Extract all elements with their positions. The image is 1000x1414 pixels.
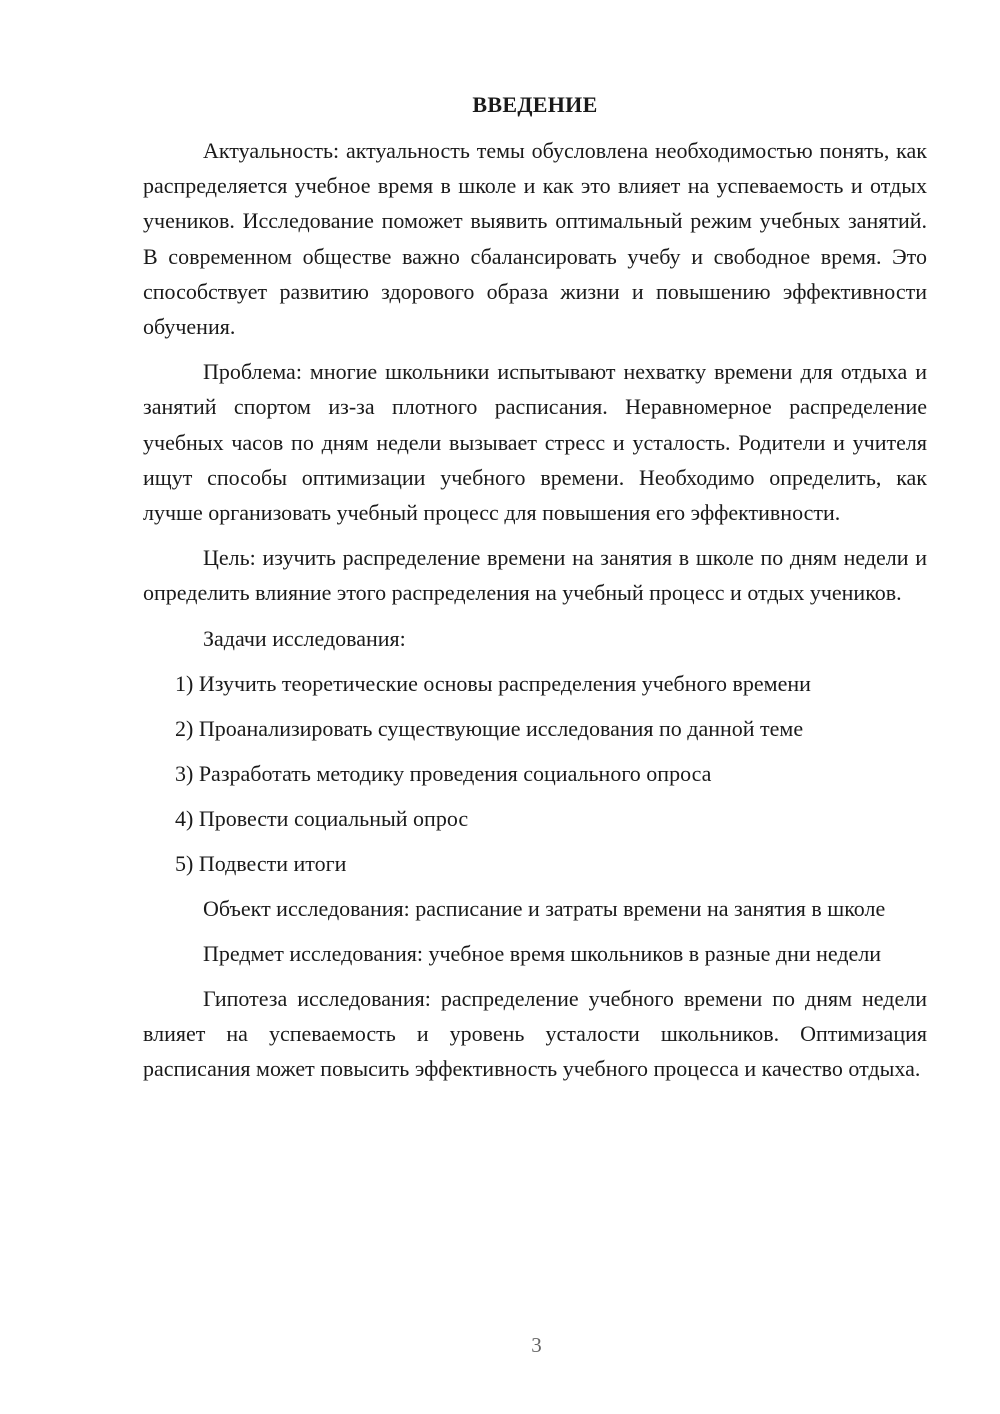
problem-paragraph: Проблема: многие школьники испытывают нехватку времени для отдыха и занятий спортом из-за плотного расписания. Неравномерное распределение учебных часов по дням недели вызывает стресс и усталость. Родители и учителя ищут способы оптимизации учебного времени. Необходимо определить, как лучше организовать учебный процесс для повышения его эффективности. xyxy=(143,359,927,526)
goal-paragraph: Цель: изучить распределение времени на занятия в школе по дням недели и определить влияние этого распределения на учебный процесс и отдых учеников. xyxy=(143,545,927,606)
tasks-list xyxy=(143,666,927,881)
subject-paragraph: Предмет исследования: учебное время школьников в разные дни недели xyxy=(203,940,882,966)
object-paragraph: Объект исследования: расписание и затраты времени на занятия в школе xyxy=(203,895,886,921)
relevance-paragraph: Актуальность: актуальность темы обусловлена необходимостью понять, как распределяется учебное время в школе и как это влияет на успеваемость и отдых учеников. Исследование поможет выявить оптимальный режим учебных занятий. В современном обществе важно сбалансировать учебу и свободное время. Это способствует развитию здорового образа жизни и повышению эффективности обучения. xyxy=(143,138,927,340)
page-number: 3 xyxy=(531,1333,542,1357)
list-item: 5) Подвести итоги xyxy=(175,850,347,876)
list-item: 2) Проанализировать существующие исследования по данной теме xyxy=(175,715,804,741)
list-item: 1) Изучить теоретические основы распределения учебного времени xyxy=(175,670,811,696)
page-title: ВВЕДЕНИЕ xyxy=(472,92,598,117)
list-item: 3) Разработать методику проведения социального опроса xyxy=(175,760,712,786)
hypothesis-paragraph: Гипотеза исследования: распределение учебного времени по дням недели влияет на успеваемость и уровень усталости школьников. Оптимизация расписания может повысить эффективность учебного процесса и качество отдыха. xyxy=(143,986,927,1082)
list-item: 4) Провести социальный опрос xyxy=(175,805,469,831)
document-page xyxy=(143,90,927,1097)
tasks-heading: Задачи исследования: xyxy=(203,625,406,651)
